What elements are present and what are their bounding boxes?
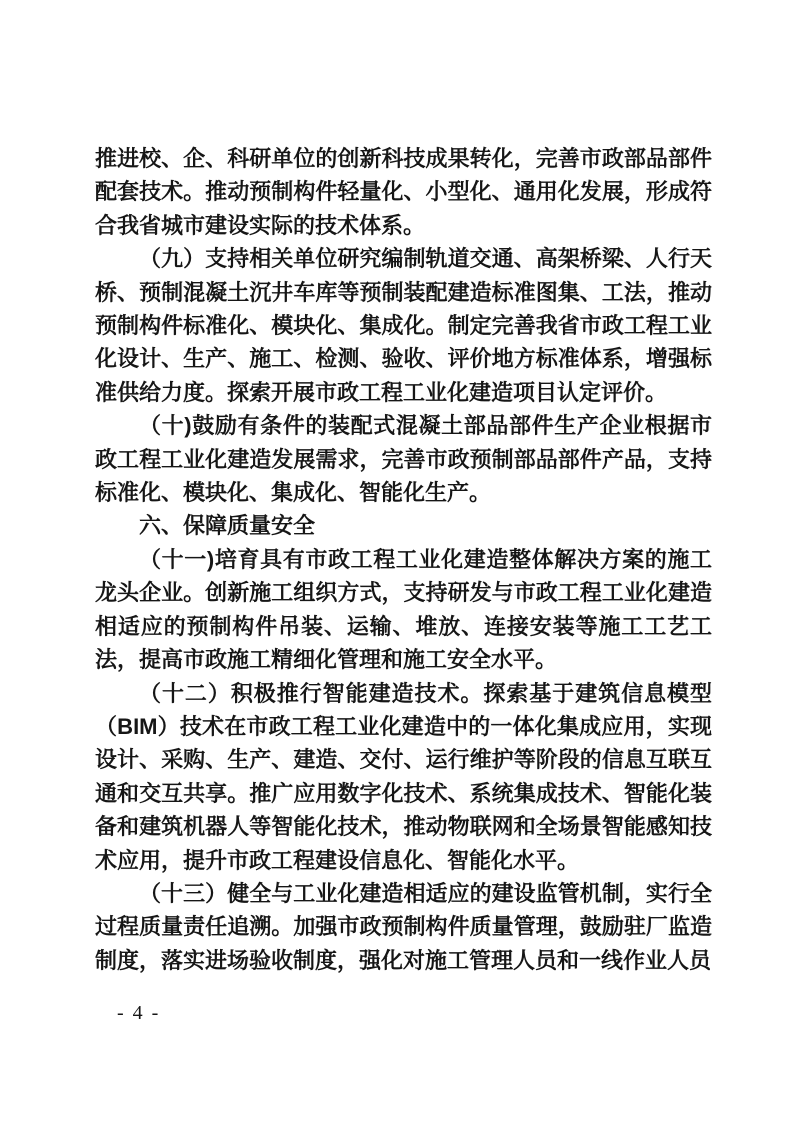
paragraph-item-12: （十二）积极推行智能建造技术。探索基于建筑信息模型（BIM）技术在市政工程工业化建造中的一体化集成应用，实现设计、采购、生产、建造、交付、运行维护等阶段的信息互联互通和交互共享。推广应用数字化技术、系统集成技术、智能化装备和建筑机器人等智能化技术，推动物联网和全场景智能感知技术应用，提升市政工程建设信息化、智能化水平。 [95,680,712,873]
paragraph-item-13: （十三）健全与工业化建造相适应的建设监管机制，实行全过程质量责任追溯。加强市政预制构件质量管理，鼓励驻厂监造制度，落实进场验收制度，强化对施工管理人员和一线作业人员 [95,880,712,973]
paragraph-item-11: （十一)培育具有市政工程工业化建造整体解决方案的施工龙头企业。创新施工组织方式，支持研发与市政工程工业化建造相适应的预制构件吊装、运输、堆放、连接安装等施工工艺工法，提高市政施工精细化管理和施工安全水平。 [95,546,712,673]
page-number: - 4 - [117,1002,161,1024]
paragraph-item-9: （九）支持相关单位研究编制轨道交通、高架桥梁、人行天桥、预制混凝土沉井车库等预制装配建造标准图集、工法，推动预制构件标准化、模块化、集成化。制定完善我省市政工程工业化设计、生产、施工、检测、验收、评价地方标准体系，增强标准供给力度。探索开展市政工程工业化建造项目认定评价。 [95,246,712,405]
paragraph-continuation: 推进校、企、科研单位的创新科技成果转化，完善市政部品部件配套技术。推动预制构件轻量化、小型化、通用化发展，形成符合我省城市建设实际的技术体系。 [95,146,712,238]
paragraph-item-10: （十)鼓励有条件的装配式混凝土部品部件生产企业根据市政工程工业化建造发展需求，完善市政预制部品部件产品，支持标准化、模块化、集成化、智能化生产。 [95,413,712,506]
body-text [95,142,712,977]
section-heading-quality-safety: 六、保障质量安全 [139,513,316,539]
